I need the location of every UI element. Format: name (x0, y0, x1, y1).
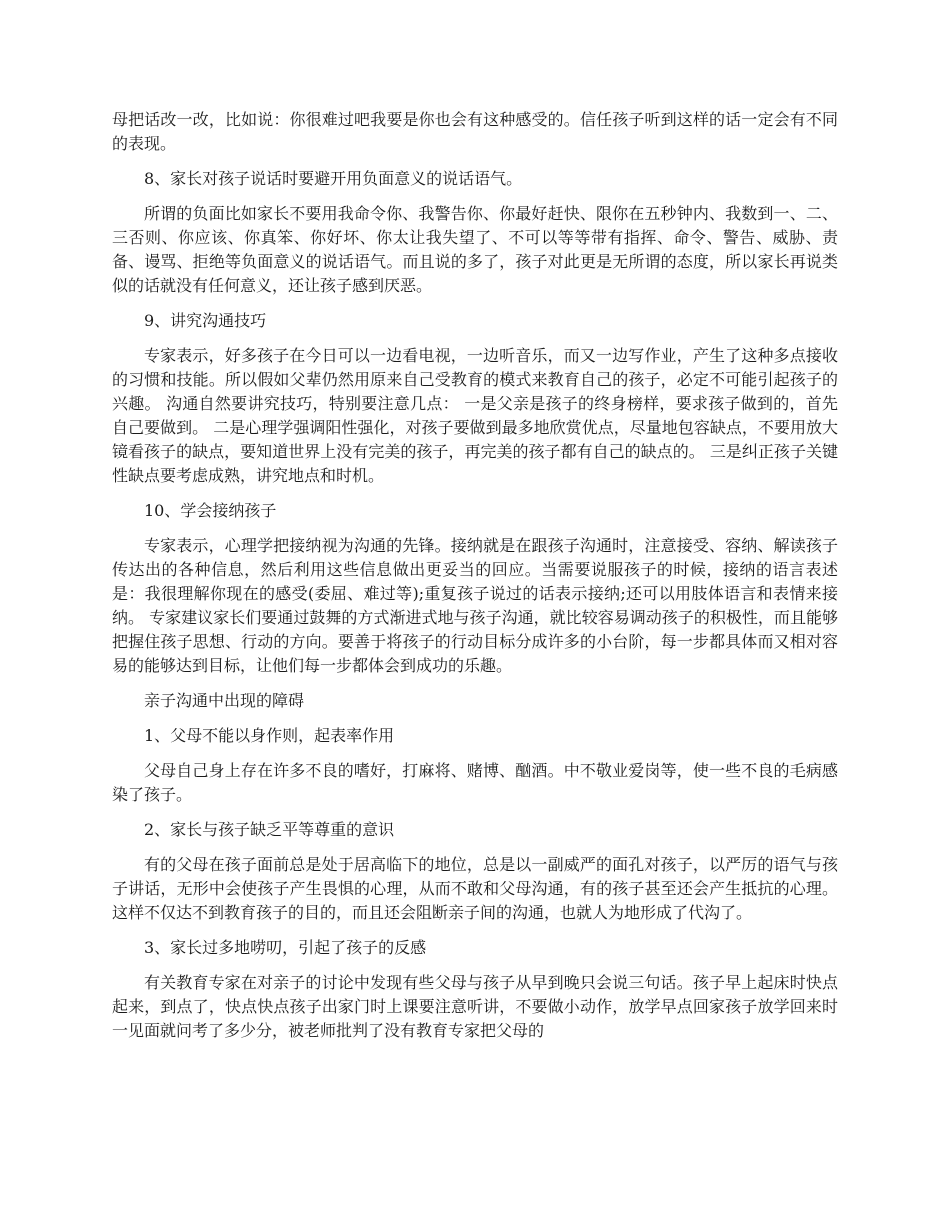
paragraph: 父母自己身上存在许多不良的嗜好，打麻将、赌博、酗酒。中不敬业爱岗等，使一些不良的毛病感染了孩子。 (112, 761, 838, 804)
paragraph: 专家表示，好多孩子在今日可以一边看电视，一边听音乐，而又一边写作业，产生了这种多点接收的习惯和技能。所以假如父辈仍然用原来自己受教育的模式来教育自己的孩子，必定不可能引起孩子的兴趣。 沟通自然要讲究技巧，特别要注意几点： 一是父亲是孩子的终身榜样，要求孩子做到的，首先自己要做到。 二是心理学强调阳性强化，对孩子要做到最多地欣赏优点，尽量地包容缺点，不要用放大镜看孩子的缺点，要知道世界上没有完美的孩子，再完美的孩子都有自己的缺点的。 三是纠正孩子关键性缺点要考虑成熟，讲究地点和时机。 (112, 346, 838, 485)
paragraph: 有关教育专家在对亲子的讨论中发现有些父母与孩子从早到晚只会说三句话。孩子早上起床时快点起来，到点了，快点快点孩子出家门时上课要注意听讲，不要做小动作，放学早点回家孩子放学回来时一见面就问考了多少分，被老师批判了没有教育专家把父母的 (112, 973, 838, 1040)
paragraph-continuation: 母把话改一改，比如说：你很难过吧我要是你也会有这种感受的。信任孩子听到这样的话一定会有不同的表现。 (112, 110, 838, 153)
section-heading: 亲子沟通中出现的障碍 (144, 691, 305, 710)
heading-10: 10、学会接纳孩子 (144, 501, 277, 520)
subheading-3: 3、家长过多地唠叨，引起了孩子的反感 (144, 938, 427, 957)
subheading-1: 1、父母不能以身作则，起表率作用 (144, 726, 395, 745)
heading-8: 8、家长对孩子说话时要避开用负面意义的说话语气。 (144, 169, 523, 188)
paragraph: 有的父母在孩子面前总是处于居高临下的地位，总是以一副威严的面孔对孩子，以严厉的语气与孩子讲话，无形中会使孩子产生畏惧的心理，从而不敢和父母沟通，有的孩子甚至还会产生抵抗的心理。这样不仅达不到教育孩子的目的，而且还会阻断亲子间的沟通，也就人为地形成了代沟了。 (112, 855, 838, 922)
document-page (112, 108, 838, 1054)
paragraph: 专家表示，心理学把接纳视为沟通的先锋。接纳就是在跟孩子沟通时，注意接受、容纳、解读孩子传达出的各种信息，然后利用这些信息做出更妥当的回应。当需要说服孩子的时候，接纳的语言表述是：我很理解你现在的感受(委屈、难过等);重复孩子说过的话表示接纳;还可以用肢体语言和表情来接纳。 专家建议家长们要通过鼓舞的方式渐进式地与孩子沟通，就比较容易调动孩子的积极性，而且能够把握住孩子思想、行动的方向。要善于将孩子的行动目标分成许多的小台阶，每一步都具体而又相对容易的能够达到目标，让他们每一步都体会到成功的乐趣。 (112, 536, 838, 675)
paragraph: 所谓的负面比如家长不要用我命令你、我警告你、你最好赶快、限你在五秒钟内、我数到一、二、三否则、你应该、你真笨、你好坏、你太让我失望了、不可以等等带有指挥、命令、警告、威胁、责备、谩骂、拒绝等负面意义的说话语气。而且说的多了，孩子对此更是无所谓的态度，所以家长再说类似的话就没有任何意义，还让孩子感到厌恶。 (112, 204, 838, 295)
heading-9: 9、讲究沟通技巧 (144, 311, 267, 330)
subheading-2: 2、家长与孩子缺乏平等尊重的意识 (144, 820, 395, 839)
